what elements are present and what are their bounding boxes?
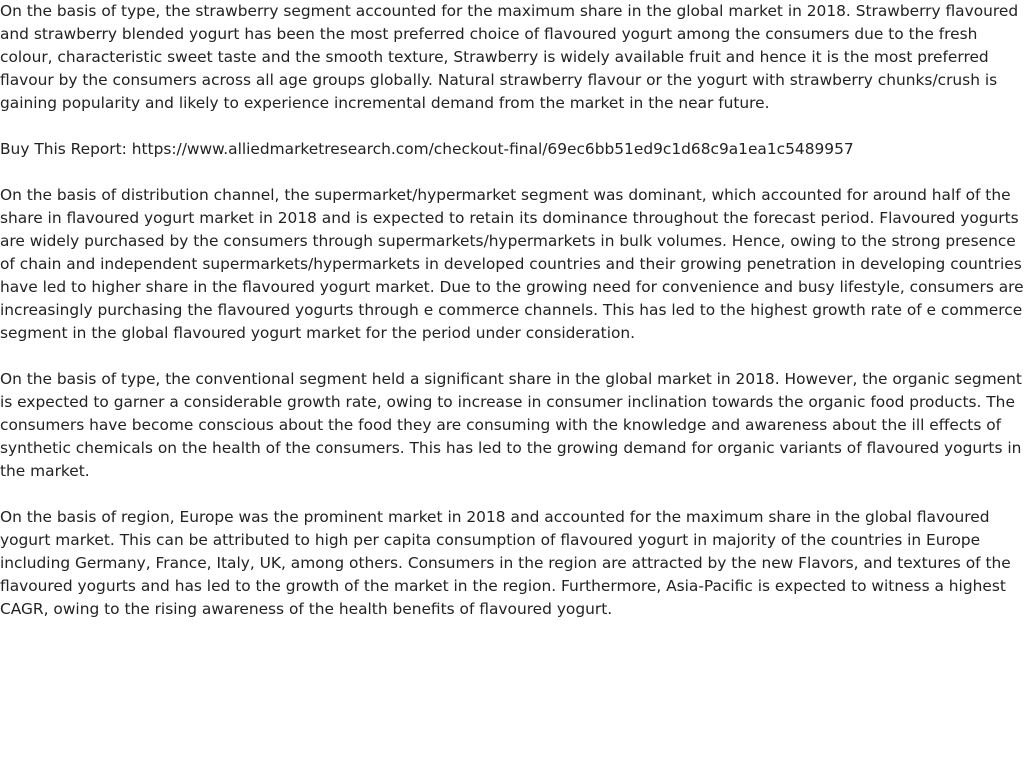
paragraph-type-strawberry: On the basis of type, the strawberry segment accounted for the maximum share in the global market in 2018. Strawberry flavoured and strawberry blended yogurt has been the most preferred choice of flavoured yogurt among the consumers due to the fresh colour, characteristic sweet taste and the smooth texture, Strawberry is widely available fruit and hence it is the most preferred flavour by the consumers across all age groups globally. Natural strawberry flavour or the yogurt with strawberry chunks/crush is gaining popularity and likely to experience incremental demand from the market in the near future. xyxy=(0,2,1019,112)
paragraph-region: On the basis of region, Europe was the prominent market in 2018 and accounted for the maximum share in the global flavoured yogurt market. This can be attributed to high per capita consumption of flavoured yogurt in majority of the countries in Europe including Germany, France, Italy, UK, among others. Consumers in the region are attracted by the new Flavors, and textures of the flavoured yogurts and has led to the growth of the market in the region. Furthermore, Asia-Pacific is expected to witness a highest CAGR, owing to the rising awareness of the health benefits of flavoured yogurt. xyxy=(0,508,1011,618)
paragraph-type-organic: On the basis of type, the conventional segment held a significant share in the global market in 2018. However, the organic segment is expected to garner a considerable growth rate, owing to increase in consumer inclination towards the organic food products. The consumers have become conscious about the food they are consuming with the knowledge and awareness about the ill effects of synthetic chemicals on the health of the consumers. This has led to the growing demand for organic variants of flavoured yogurts in the market. xyxy=(0,370,1022,480)
paragraph-distribution-channel: On the basis of distribution channel, the supermarket/hypermarket segment was dominant, which accounted for around half of the share in flavoured yogurt market in 2018 and is expected to retain its dominance throughout the forecast period. Flavoured yogurts are widely purchased by the consumers through supermarkets/hypermarkets in bulk volumes. Hence, owing to the strong presence of chain and independent supermarkets/hypermarkets in developed countries and their growing penetration in developing countries have led to higher share in the flavoured yogurt market. Due to the growing need for convenience and busy lifestyle, consumers are increasingly purchasing the flavoured yogurts through e commerce channels. This has led to the highest growth rate of e commerce segment in the global flavoured yogurt market for the period under consideration. xyxy=(0,186,1024,342)
paragraph-buy-report: Buy This Report: https://www.alliedmarketresearch.com/checkout-final/69ec6bb51ed9c1d68c9a1ea1c5489957 xyxy=(0,140,854,158)
